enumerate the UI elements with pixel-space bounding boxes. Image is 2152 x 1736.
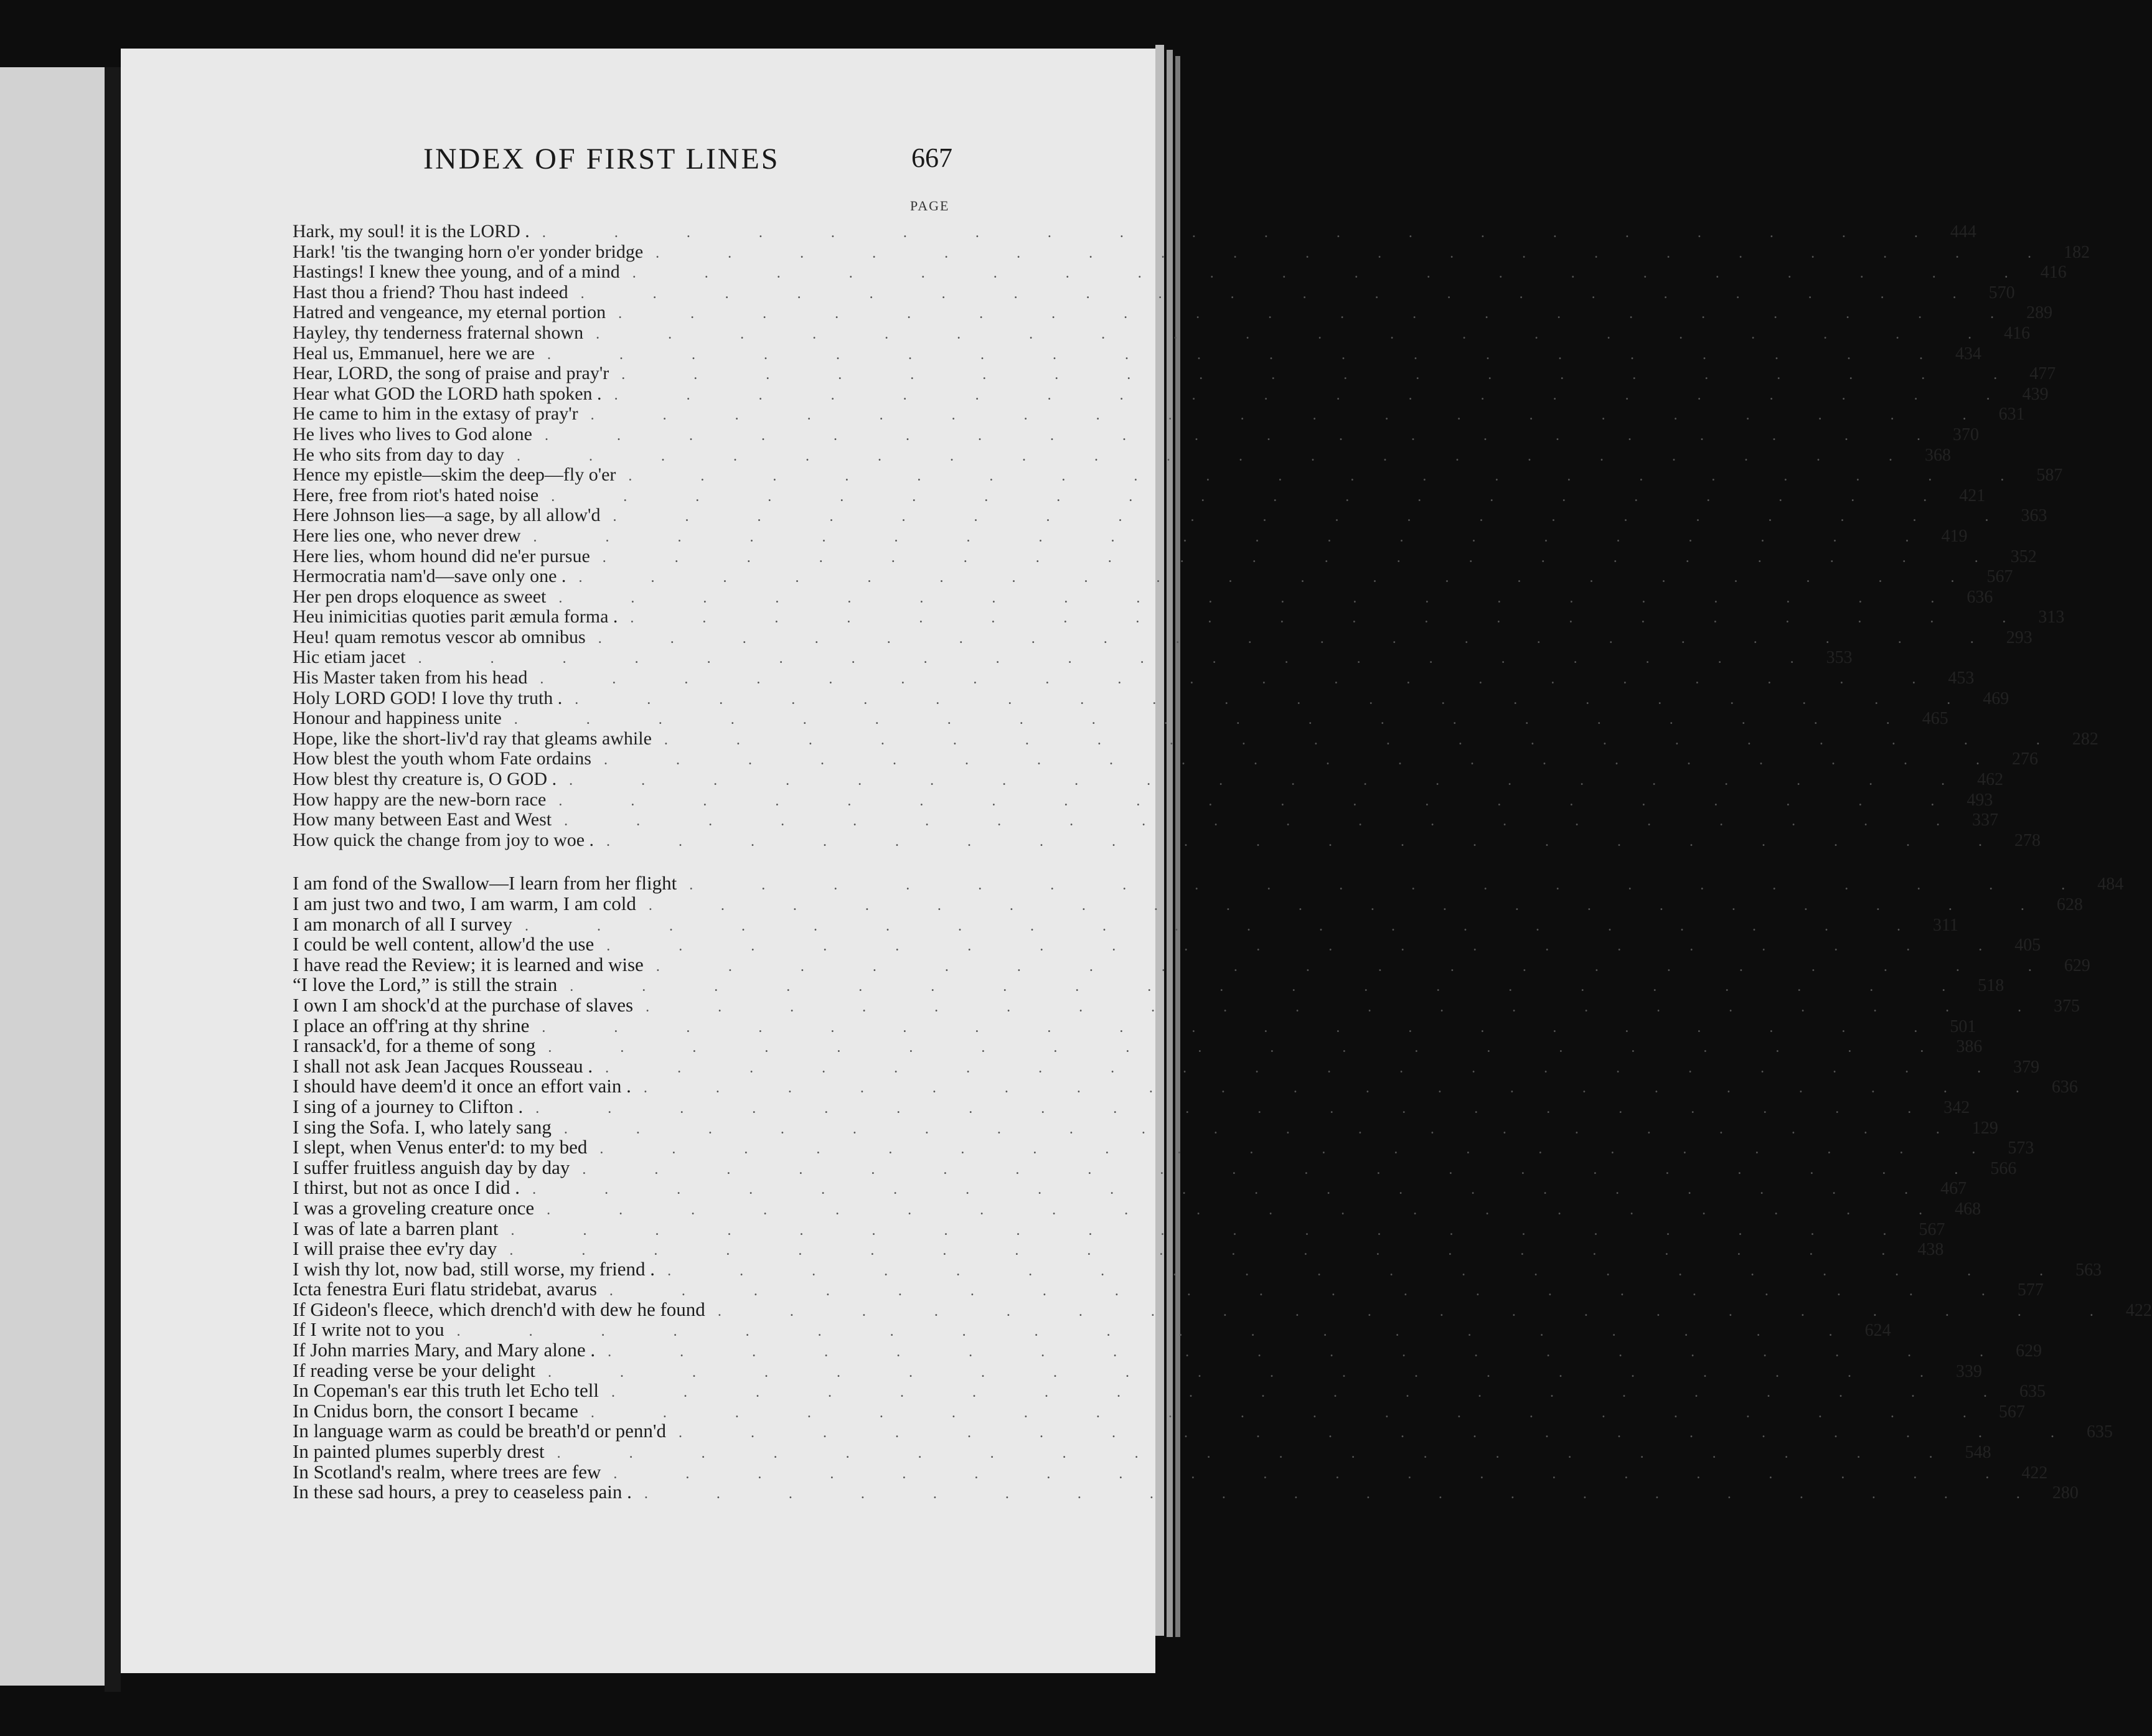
facing-page-edge	[0, 67, 105, 1686]
first-line-text: Her pen drops eloquence as sweet	[293, 586, 547, 607]
index-entry	[293, 829, 2041, 851]
dot-leader: . . . . . . . . . . . . . . . . . . . .	[547, 346, 1955, 363]
entry-page-number: 438	[1917, 1240, 1944, 1260]
index-entry	[293, 1440, 1991, 1463]
entry-page-number: 280	[2052, 1483, 2079, 1503]
entry-page-number: 342	[1943, 1097, 1970, 1117]
first-line-text: I have read the Review; it is learned and wise	[293, 953, 644, 975]
index-entry	[293, 1095, 1970, 1117]
index-entry	[293, 221, 1976, 242]
index-entry	[293, 993, 2080, 1016]
index-entry	[293, 1115, 1998, 1138]
entry-page-number: 439	[2022, 384, 2049, 404]
dot-leader: . . . . . . . . . . . . . . . . . . . .	[717, 1303, 2126, 1320]
first-line-text: Here lies one, who never drew	[293, 525, 521, 546]
index-title: INDEX OF FIRST LINES	[423, 143, 780, 176]
entry-page-number: 567	[1998, 1402, 2025, 1422]
first-line-text: I shall not ask Jean Jacques Rousseau .	[293, 1054, 593, 1077]
first-line-text: In language warm as could be breath'd or penn'd	[293, 1420, 666, 1442]
entry-page-number: 453	[1948, 669, 1975, 688]
index-entry	[293, 687, 2009, 709]
first-line-text: I ransack'd, for a theme of song	[293, 1035, 536, 1057]
dot-leader: . . . . . . . . . . . . . . . . . . . .	[602, 549, 2011, 566]
first-line-text: I am fond of the Swallow—I learn from her flight	[293, 872, 677, 894]
first-line-text: Here lies, whom hound did ne'er pursue	[293, 545, 590, 566]
entry-page-number: 293	[2006, 627, 2032, 647]
entry-page-number: 416	[2004, 323, 2031, 343]
first-line-text: He came to him in the extasy of pray'r	[293, 403, 578, 425]
first-line-text: I sing the Sofa. I, who lately sang	[293, 1115, 552, 1138]
entry-page-number: 422	[2125, 1300, 2152, 1320]
index-entry	[293, 606, 2065, 627]
dot-leader: . . . . . . . . . . . . . . . . . . . .	[524, 917, 1933, 934]
index-entry	[293, 444, 1951, 466]
entry-page-number: 563	[2075, 1260, 2102, 1280]
first-line-text: Hic etiam jacet	[293, 647, 406, 668]
index-entry	[293, 545, 2037, 567]
index-entry	[293, 1359, 1982, 1381]
entry-page-number: 416	[2040, 263, 2067, 283]
index-entry	[293, 363, 2056, 384]
index-entry	[293, 1156, 2017, 1178]
index-entry	[293, 322, 2031, 344]
dot-leader: . . . . . . . . . . . . . . . . . . . .	[606, 833, 2015, 850]
dot-leader: . . . . . . . . . . . . . . . . . . . .	[547, 1201, 1955, 1218]
first-line-text: In painted plumes superbly drest	[293, 1440, 545, 1463]
index-entry	[293, 281, 2015, 303]
index-entry	[293, 809, 1999, 830]
index-entry	[293, 1217, 1945, 1239]
dot-leader: . . . . . . . . . . . . . . . . . . . .	[514, 711, 1922, 728]
first-line-text: Here, free from riot's hated noise	[293, 484, 539, 505]
first-line-text: How happy are the new-born race	[293, 789, 547, 810]
index-entry	[293, 1420, 2113, 1442]
entry-page-number: 276	[2011, 749, 2038, 769]
dot-leader: . . . . . . . . . . . . . . . . . . . .	[590, 1404, 1999, 1421]
dot-leader: . . . . . . . . . . . . . . . . . . . .	[575, 691, 1983, 708]
dot-leader: . . . . . . . . . . . . . . . . . . . .	[609, 1283, 2018, 1300]
first-line-text: If I write not to you	[293, 1318, 444, 1341]
entry-page-number: 518	[1978, 976, 2004, 996]
entry-page-number: 313	[2038, 608, 2065, 627]
entry-page-number: 635	[2019, 1382, 2046, 1402]
first-line-text: I sing of a journey to Clifton .	[293, 1095, 524, 1117]
index-entry	[293, 1481, 2079, 1503]
dot-leader: . . . . . . . . . . . . . . . . . . . .	[548, 1039, 1957, 1056]
dot-leader: . . . . . . . . . . . . . . . . . . . .	[456, 1323, 1865, 1340]
first-line-text: Icta fenestra Euri flatu stridebat, avarus	[293, 1278, 597, 1300]
first-line-text: Hast thou a friend? Thou hast indeed	[293, 281, 568, 303]
dot-leader: . . . . . . . . . . . . . . . . . . . .	[630, 610, 2039, 627]
dot-leader: . . . . . . . . . . . . . . . . . . . .	[599, 1141, 2008, 1158]
dot-leader: . . . . . . . . . . . . . . . . . . . .	[643, 1080, 2052, 1097]
first-line-text: If John marries Mary, and Mary alone .	[293, 1339, 596, 1361]
entry-page-number: 587	[2036, 466, 2063, 486]
entry-page-number: 353	[1826, 648, 1853, 668]
entry-page-number: 434	[1955, 344, 1981, 364]
first-line-text: Hastings! I knew thee young, and of a mind	[293, 261, 620, 283]
entry-page-number: 289	[2026, 303, 2053, 323]
entry-page-number: 462	[1977, 770, 2004, 790]
index-entry	[293, 913, 1958, 935]
first-line-text: I am monarch of all I survey	[293, 913, 512, 935]
page-column-label: PAGE	[910, 198, 950, 213]
group-separator	[293, 850, 984, 873]
page-number: 667	[911, 143, 952, 173]
first-line-text: I slept, when Venus enter'd: to my bed	[293, 1136, 588, 1158]
dot-leader: . . . . . . . . . . . . . . . . . . . .	[535, 1100, 1944, 1117]
dot-leader: . . . . . . . . . . . . . . . . . . . .	[557, 1445, 1965, 1462]
dot-leader: . . . . . . . . . . . . . . . . . . . .	[533, 528, 1942, 545]
first-line-text: Hear what GOD the LORD hath spoken .	[293, 383, 602, 404]
first-line-text: Heal us, Emmanuel, here we are	[293, 342, 535, 364]
first-line-text: He who sits from day to day	[293, 444, 504, 465]
first-line-text: Heu! quam remotus vescor ab omnibus	[293, 626, 586, 647]
dot-leader: . . . . . . . . . . . . . . . . . . . .	[613, 509, 2021, 525]
dot-leader: . . . . . . . . . . . . . . . . . . . .	[542, 1019, 1950, 1036]
dot-leader: . . . . . . . . . . . . . . . . . . . .	[664, 731, 2072, 748]
index-entry	[293, 1379, 2046, 1402]
index-entry	[293, 647, 1853, 668]
dot-leader: . . . . . . . . . . . . . . . . . . . .	[563, 1120, 1972, 1137]
dot-leader: . . . . . . . . . . . . . . . . . . . .	[646, 998, 2054, 1015]
entry-page-number: 631	[1998, 405, 2025, 425]
first-line-text: Honour and happiness unite	[293, 708, 502, 729]
index-entry	[293, 708, 1948, 729]
entry-page-number: 129	[1971, 1118, 1998, 1138]
first-line-text: Hayley, thy tenderness fraternal shown	[293, 322, 584, 343]
entry-page-number: 352	[2010, 547, 2037, 566]
dot-leader: . . . . . . . . . . . . . . . . . . . .	[532, 1181, 1941, 1198]
first-line-text: He lives who lives to God alone	[293, 423, 532, 444]
dot-leader: . . . . . . . . . . . . . . . . . . . .	[418, 650, 1826, 667]
entry-page-number: 567	[1986, 567, 2013, 587]
index-entry	[293, 1035, 1983, 1057]
index-entry	[293, 1176, 1967, 1199]
index-entry	[293, 933, 2041, 955]
first-line-text: I am just two and two, I am warm, I am cold	[293, 893, 636, 914]
first-line-text: How blest the youth whom Fate ordains	[293, 748, 591, 769]
dot-leader: . . . . . . . . . . . . . . . . . . . .	[551, 488, 1960, 505]
entry-page-number: 636	[2051, 1077, 2078, 1097]
dot-leader: . . . . . . . . . . . . . . . . . . . .	[564, 813, 1973, 830]
dot-leader: . . . . . . . . . . . . . . . . . . . .	[510, 1222, 1919, 1239]
index-entry	[293, 403, 2025, 425]
dot-leader: . . . . . . . . . . . . . . . . . . . .	[689, 877, 2098, 894]
index-entry	[293, 667, 1975, 688]
index-entry	[293, 769, 2004, 790]
entry-page-number: 182	[2064, 242, 2090, 262]
index-entry	[293, 1196, 1981, 1219]
dot-leader: . . . . . . . . . . . . . . . . . . . .	[540, 671, 1948, 688]
dot-leader: . . . . . . . . . . . . . . . . . . . .	[558, 589, 1967, 606]
index-entry	[293, 1298, 2152, 1320]
entry-page-number: 469	[1983, 688, 2009, 708]
first-line-text: I thirst, but not as once I did .	[293, 1176, 520, 1199]
first-line-text: Hatred and vengeance, my eternal portion	[293, 302, 606, 323]
index-entry	[293, 953, 2090, 975]
dot-leader: . . . . . . . . . . . . . . . . . . . .	[655, 245, 2064, 261]
dot-leader: . . . . . . . . . . . . . . . . . . . .	[606, 938, 2015, 955]
entry-page-number: 386	[1956, 1037, 1983, 1057]
index-entry	[293, 1054, 2040, 1077]
index-entry	[293, 1014, 1976, 1036]
index-entry	[293, 261, 2067, 283]
entry-page-number: 629	[2064, 955, 2090, 975]
first-line-text: Hermocratia nam'd—save only one .	[293, 566, 566, 587]
dot-leader: . . . . . . . . . . . . . . . . . . . .	[614, 387, 2023, 403]
entry-page-number: 337	[1972, 810, 1999, 830]
dot-leader: . . . . . . . . . . . . . . . . . . . .	[542, 225, 1950, 241]
dot-leader: . . . . . . . . . . . . . . . . . . . .	[570, 978, 1978, 995]
dot-leader: . . . . . . . . . . . . . . . . . . . .	[611, 1384, 2019, 1401]
index-entry	[293, 342, 1981, 364]
entry-page-number: 477	[2029, 364, 2056, 384]
entry-page-number: 405	[2014, 936, 2041, 955]
dot-leader: . . . . . . . . . . . . . . . . . . . .	[582, 1161, 1991, 1178]
book-gutter	[105, 67, 121, 1692]
entry-page-number: 567	[1919, 1219, 1945, 1239]
index-entry	[293, 1318, 1891, 1341]
index-entry	[293, 525, 1968, 547]
index-entry	[293, 566, 2013, 587]
index-entry	[293, 241, 2090, 263]
index-entry	[293, 893, 2083, 914]
first-line-text: I was of late a barren plant	[293, 1217, 499, 1239]
dot-leader: . . . . . . . . . . . . . . . . . . . .	[632, 265, 2041, 282]
entry-page-number: 636	[1966, 587, 1993, 607]
first-line-text: If reading verse be your delight	[293, 1359, 535, 1381]
running-header	[423, 142, 971, 185]
entry-page-number: 566	[1990, 1158, 2017, 1178]
entry-page-number: 629	[2016, 1341, 2042, 1361]
entry-page-number: 465	[1922, 709, 1948, 729]
index-entry	[293, 1339, 2042, 1361]
index-entry	[293, 484, 1986, 506]
index-entry	[293, 505, 2047, 526]
entry-page-number: 363	[2021, 506, 2047, 526]
entry-page-number: 468	[1955, 1199, 1981, 1219]
entry-page-number: 339	[1955, 1361, 1982, 1381]
index-entry	[293, 302, 2053, 323]
first-line-text: Heu inimicitias quoties parit æmula forma .	[293, 606, 618, 627]
dot-leader: . . . . . . . . . . . . . . . . . . . .	[648, 898, 2057, 914]
dot-leader: . . . . . . . . . . . . . . . . . . . .	[621, 367, 2030, 383]
first-line-text: I wish thy lot, now bad, still worse, my friend .	[293, 1257, 655, 1280]
first-line-text: In Scotland's realm, where trees are few	[293, 1460, 601, 1483]
dot-leader: . . . . . . . . . . . . . . . . . . . .	[569, 772, 1978, 789]
entry-page-number: 444	[1950, 222, 1976, 242]
dot-leader: . . . . . . . . . . . . . . . . . . . .	[618, 306, 2027, 322]
index-entry	[293, 423, 1979, 445]
index-entry	[293, 1075, 2078, 1097]
first-line-text: Hence my epistle—skim the deep—fly o'er	[293, 464, 616, 486]
first-line-text: I should have deem'd it once an effort vain .	[293, 1075, 631, 1097]
first-line-text: I place an off'ring at thy shrine	[293, 1014, 530, 1036]
entry-page-number: 628	[2056, 895, 2083, 914]
entry-page-number: 484	[2097, 875, 2124, 894]
dot-leader: . . . . . . . . . . . . . . . . . . . .	[655, 958, 2064, 975]
entry-page-number: 577	[2017, 1280, 2044, 1300]
dot-leader: . . . . . . . . . . . . . . . . . . . .	[596, 326, 2004, 342]
index-entry	[293, 1399, 2025, 1422]
entry-page-number: 368	[1924, 445, 1951, 465]
first-line-text: I was a groveling creature once	[293, 1196, 535, 1219]
index-entry	[293, 626, 2032, 648]
first-line-text: In Cnidus born, the consort I became	[293, 1399, 578, 1422]
first-line-text: Hark, my soul! it is the LORD .	[293, 221, 530, 242]
index-entry	[293, 872, 2124, 894]
index-entry	[293, 586, 1993, 608]
index-entry	[293, 789, 1993, 810]
dot-leader: . . . . . . . . . . . . . . . . . . . .	[678, 1425, 2087, 1442]
entry-page-number: 375	[2054, 996, 2080, 1016]
first-line-text: I will praise thee ev'ry day	[293, 1237, 497, 1260]
dot-leader: . . . . . . . . . . . . . . . . . . . .	[613, 1465, 2022, 1482]
entry-page-number: 493	[1966, 790, 1993, 810]
entry-page-number: 311	[1932, 915, 1958, 935]
index-entry	[293, 728, 2098, 749]
dot-leader: . . . . . . . . . . . . . . . . . . . .	[603, 752, 2012, 769]
first-line-text: How many between East and West	[293, 809, 552, 830]
index-entry	[293, 464, 2063, 486]
first-line-text: How blest thy creature is, O GOD .	[293, 769, 557, 790]
entry-page-number: 421	[1959, 486, 1986, 505]
entry-page-number: 573	[2008, 1138, 2034, 1158]
entry-page-number: 282	[2072, 729, 2098, 749]
entry-page-number: 624	[1864, 1321, 1891, 1341]
index-entry	[293, 748, 2038, 769]
first-line-text: Here Johnson lies—a sage, by all allow'd	[293, 505, 601, 526]
first-line-text: Hear, LORD, the song of praise and pray'r	[293, 363, 609, 384]
entry-page-number: 570	[1988, 283, 2015, 303]
dot-leader: . . . . . . . . . . . . . . . . . . . .	[608, 1344, 2016, 1361]
first-line-text: “I love the Lord,” is still the strain	[293, 974, 558, 996]
entry-page-number: 379	[2013, 1057, 2040, 1077]
first-line-text: I own I am shock'd at the purchase of slaves	[293, 993, 634, 1016]
first-line-text: In Copeman's ear this truth let Echo tell	[293, 1379, 599, 1402]
entry-page-number: 548	[1965, 1443, 1991, 1463]
index-entry	[293, 1136, 2034, 1158]
first-line-text: In these sad hours, a prey to ceaseless pain .	[293, 1481, 632, 1503]
entry-page-number: 467	[1940, 1179, 1967, 1199]
index-entry	[293, 974, 2004, 996]
first-line-text: Hark! 'tis the twanging horn o'er yonder bridge	[293, 241, 644, 262]
first-line-text: Hope, like the short-liv'd ray that gleams awhile	[293, 728, 652, 749]
entry-page-number: 501	[1950, 1016, 1976, 1036]
first-line-text: Holy LORD GOD! I love thy truth .	[293, 687, 563, 708]
entry-page-number: 422	[2021, 1463, 2048, 1483]
dot-leader: . . . . . . . . . . . . . . . . . . . .	[558, 792, 1967, 809]
dot-leader: . . . . . . . . . . . . . . . . . . . .	[578, 570, 1987, 586]
entry-page-number: 370	[1952, 425, 1979, 444]
dot-leader: . . . . . . . . . . . . . . . . . . . .	[544, 427, 1953, 444]
entry-page-number: 278	[2014, 830, 2041, 850]
dot-leader: . . . . . . . . . . . . . . . . . . . .	[628, 468, 2037, 485]
dot-leader: . . . . . . . . . . . . . . . . . . . .	[547, 1364, 1956, 1381]
first-line-text: If Gideon's fleece, which drench'd with dew he found	[293, 1298, 705, 1320]
first-line-text: I could be well content, allow'd the use	[293, 933, 594, 955]
index-group	[293, 872, 2152, 1503]
dot-leader: . . . . . . . . . . . . . . . . . . . .	[590, 407, 1999, 424]
dot-leader: . . . . . . . . . . . . . . . . . . . .	[509, 1242, 1918, 1259]
dot-leader: . . . . . . . . . . . . . . . . . . . .	[598, 630, 2006, 647]
index-entry	[293, 1257, 2102, 1280]
dot-leader: . . . . . . . . . . . . . . . . . . . .	[605, 1059, 2014, 1076]
index-entry	[293, 1278, 2044, 1300]
index-entry	[293, 1460, 2048, 1483]
first-line-text: I suffer fruitless anguish day by day	[293, 1156, 570, 1178]
entry-page-number: 635	[2086, 1422, 2113, 1442]
index-group	[293, 221, 2098, 850]
index-entry	[293, 1237, 1944, 1260]
index-entry	[293, 383, 2049, 405]
entry-page-number: 419	[1941, 526, 1968, 546]
first-line-text: How quick the change from joy to woe .	[293, 829, 594, 850]
dot-leader: . . . . . . . . . . . . . . . . . . . .	[644, 1486, 2052, 1503]
index-entries	[293, 221, 2152, 1503]
first-line-text: His Master taken from his head	[293, 667, 528, 688]
dot-leader: . . . . . . . . . . . . . . . . . . . .	[667, 1262, 2076, 1279]
dot-leader: . . . . . . . . . . . . . . . . . . . .	[580, 285, 1989, 302]
dot-leader: . . . . . . . . . . . . . . . . . . . .	[516, 448, 1925, 464]
